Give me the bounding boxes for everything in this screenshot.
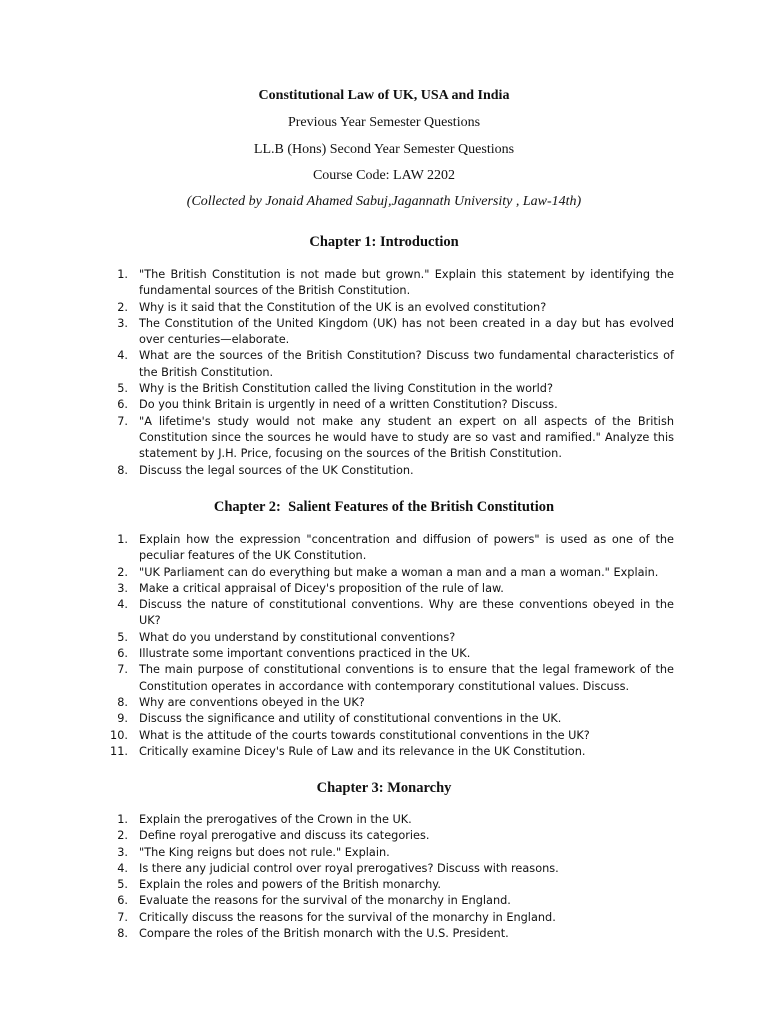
question-item: [0, 728, 768, 744]
question-text: Is there any judicial control over royal prerogatives? Discuss with reasons.: [139, 861, 559, 875]
question-item: [0, 267, 768, 300]
question-number: 7.: [117, 414, 128, 428]
question-text: The Constitution of the United Kingdom (UK) has not been created in a day but has evolved over centuries—elaborate.: [139, 316, 674, 347]
question-text: Discuss the nature of constitutional conventions. Why are these conventions obeyed in the UK?: [139, 598, 674, 628]
question-item: [0, 711, 768, 727]
question-text: Do you think Britain is urgently in need of a written Constitution? Discuss.: [139, 398, 558, 412]
question-item: [0, 581, 768, 597]
question-number: 9.: [117, 712, 128, 726]
question-item: [0, 877, 768, 893]
question-number: 5.: [117, 878, 128, 892]
question-item: [0, 397, 768, 413]
question-item: [0, 812, 768, 828]
chapter-3-title: Chapter 3: Monarchy: [316, 780, 452, 796]
question-text: The main purpose of constitutional conventions is to ensure that the legal framework of the Constitution operates in accordance with contemporary constitutional values. Discuss.: [139, 663, 674, 693]
question-number: 3.: [117, 581, 128, 595]
question-number: 3.: [117, 316, 128, 330]
question-number: 6.: [117, 894, 128, 908]
chapter-1-question-list: [0, 267, 768, 479]
question-number: 6.: [117, 398, 128, 412]
question-number: 4.: [117, 861, 128, 875]
question-number: 7.: [117, 663, 128, 677]
question-item: [0, 926, 768, 942]
question-number: 6.: [117, 647, 128, 661]
question-text: Define royal prerogative and discuss its categories.: [139, 829, 430, 843]
question-number: 5.: [117, 630, 128, 644]
question-item: [0, 646, 768, 662]
question-text: What are the sources of the British Constitution? Discuss two fundamental characteristics of the British Constitution.: [139, 349, 674, 379]
question-number: 1.: [117, 268, 128, 281]
question-number: 11.: [110, 744, 128, 758]
question-text: Illustrate some important conventions practiced in the UK.: [139, 647, 471, 661]
question-number: 4.: [117, 598, 128, 612]
course-code: Course Code: LAW 2202: [312, 168, 456, 183]
question-item: [0, 381, 768, 397]
question-text: Critically examine Dicey's Rule of Law and its relevance in the UK Constitution.: [139, 744, 586, 758]
question-text: Discuss the legal sources of the UK Constitution.: [139, 463, 414, 477]
question-text: What do you understand by constitutional conventions?: [139, 630, 456, 644]
question-text: Critically discuss the reasons for the survival of the monarchy in England.: [139, 910, 556, 924]
question-text: "The King reigns but does not rule." Explain.: [139, 845, 390, 859]
question-number: 2.: [117, 565, 128, 579]
question-item: [0, 662, 768, 695]
question-text: "UK Parliament can do everything but make a woman a man and a man a woman." Explain.: [139, 565, 659, 579]
question-item: [0, 565, 768, 581]
document-subtitle: Previous Year Semester Questions: [287, 115, 481, 130]
question-text: Discuss the significance and utility of constitutional conventions in the UK.: [139, 712, 562, 726]
question-number: 1.: [117, 813, 128, 826]
question-item: [0, 845, 768, 861]
question-text: Why is the British Constitution called the living Constitution in the world?: [139, 382, 553, 396]
question-number: 3.: [117, 845, 128, 859]
question-text: "The British Constitution is not made but grown." Explain this statement by identifying the fundamental sources of the British Constitution.: [139, 268, 674, 298]
question-item: [0, 828, 768, 844]
question-text: Compare the roles of the British monarch with the U.S. President.: [139, 927, 509, 941]
question-number: 8.: [117, 695, 128, 709]
question-number: 2.: [117, 300, 128, 314]
question-number: 10.: [110, 728, 128, 742]
question-text: Explain the prerogatives of the Crown in the UK.: [139, 813, 412, 826]
question-number: 5.: [117, 382, 128, 396]
question-item: [0, 910, 768, 926]
question-number: 2.: [117, 829, 128, 843]
question-item: [0, 463, 768, 479]
question-number: 1.: [117, 533, 128, 546]
question-number: 8.: [117, 463, 128, 477]
question-text: Why are conventions obeyed in the UK?: [139, 695, 365, 709]
question-item: [0, 532, 768, 565]
question-text: "A lifetime's study would not make any student an expert on all aspects of the British Constitution since the sources he would have to study are so vast and ramified." Analyze this statement by J.H. Price, focusing on the sources of the British Constitution.: [139, 414, 674, 461]
question-item: [0, 414, 768, 463]
question-item: [0, 316, 768, 349]
chapter-2-question-list: [0, 532, 768, 760]
collector-credit: (Collected by Jonaid Ahamed Sabuj,Jagannath University , Law-14th): [186, 194, 582, 209]
question-text: Explain the roles and powers of the British monarchy.: [139, 878, 441, 892]
question-item: [0, 300, 768, 316]
question-item: [0, 348, 768, 381]
question-item: [0, 893, 768, 909]
document-title: Constitutional Law of UK, USA and India: [258, 88, 510, 103]
question-number: 8.: [117, 927, 128, 941]
program-line: LL.B (Hons) Second Year Semester Questions: [253, 142, 515, 157]
question-number: 4.: [117, 349, 128, 363]
chapter-3-question-list: [0, 812, 768, 942]
chapter-1-title: Chapter 1: Introduction: [309, 234, 459, 250]
question-number: 7.: [117, 910, 128, 924]
question-item: [0, 695, 768, 711]
question-item: [0, 597, 768, 630]
chapter-2-title: Chapter 2: Salient Features of the British Constitution: [213, 499, 555, 515]
question-text: Evaluate the reasons for the survival of the monarchy in England.: [139, 894, 511, 908]
question-item: [0, 630, 768, 646]
question-text: Explain how the expression "concentration and diffusion of powers" is used as one of the peculiar features of the UK Constitution.: [139, 533, 674, 563]
question-item: [0, 744, 768, 760]
question-text: What is the attitude of the courts towards constitutional conventions in the UK?: [139, 728, 590, 742]
question-item: [0, 861, 768, 877]
question-text: Why is it said that the Constitution of the UK is an evolved constitution?: [139, 300, 547, 314]
question-text: Make a critical appraisal of Dicey's proposition of the rule of law.: [139, 581, 504, 595]
